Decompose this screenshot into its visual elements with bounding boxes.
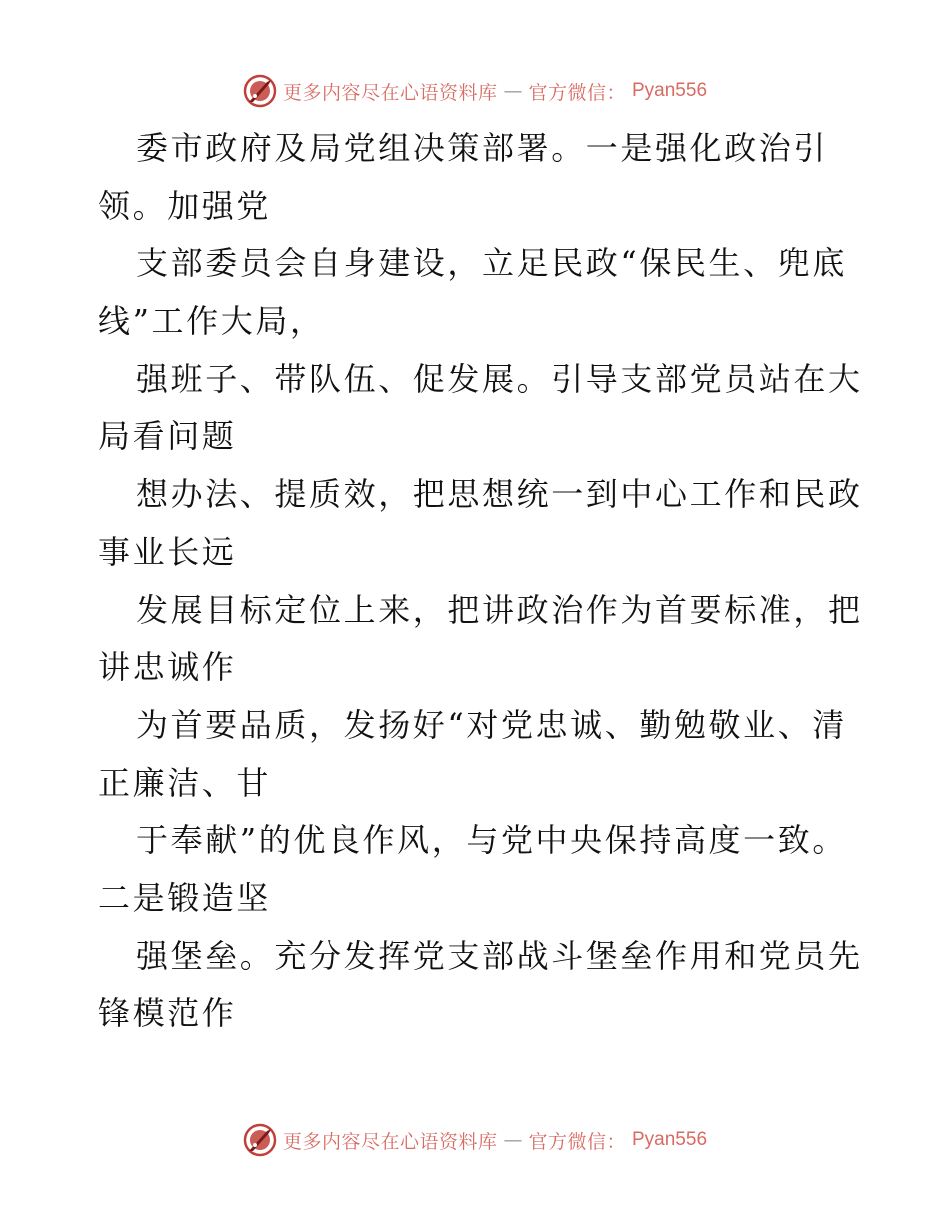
footer-watermark: [0, 1120, 950, 1160]
text-line: 支部委员会自身建设，立足民政“保民生、兜底: [136, 244, 847, 283]
text-line: 线”工作大局，: [98, 302, 325, 341]
document-body: [98, 120, 863, 1043]
header-watermark: [0, 71, 950, 111]
text-line: 正廉洁、甘: [98, 763, 272, 802]
text-line: 为首要品质，发扬好“对党忠诚、勤勉敬业、清: [136, 705, 847, 744]
watermark-separator: —: [503, 1129, 523, 1151]
watermark-separator: —: [503, 80, 523, 102]
quill-seal-icon: [243, 74, 277, 108]
watermark-account: Pyan556: [632, 1129, 708, 1150]
text-line: 委市政府及局党组决策部署。一是强化政治引: [136, 129, 829, 167]
watermark-official-label: 官方微信：: [528, 81, 626, 104]
text-line: 发展目标定位上来，把讲政治作为首要标准，把: [136, 590, 863, 629]
watermark-brand-text: 更多内容尽在心语资料库: [282, 81, 498, 104]
quill-seal-icon: [243, 1123, 277, 1157]
text-line: 强班子、带队伍、促发展。引导支部党员站在大: [136, 359, 863, 398]
text-line: 强堡垒。充分发挥党支部战斗堡垒作用和党员先: [136, 936, 863, 975]
text-line: 讲忠诚作: [98, 648, 237, 687]
watermark-official-label: 官方微信：: [528, 1130, 626, 1153]
text-line: 领。加强党: [98, 186, 272, 225]
text-line: 想办法、提质效，把思想统一到中心工作和民政: [136, 475, 863, 514]
text-line: 锋模范作: [98, 994, 237, 1033]
watermark-account: Pyan556: [632, 80, 708, 101]
text-line: 局看问题: [98, 417, 237, 456]
text-line: 事业长远: [98, 532, 237, 571]
watermark-brand-text: 更多内容尽在心语资料库: [282, 1130, 498, 1153]
text-line: 于奉献”的优良作风，与党中央保持高度一致。: [136, 821, 847, 860]
text-line: 二是锻造坚: [98, 878, 272, 917]
